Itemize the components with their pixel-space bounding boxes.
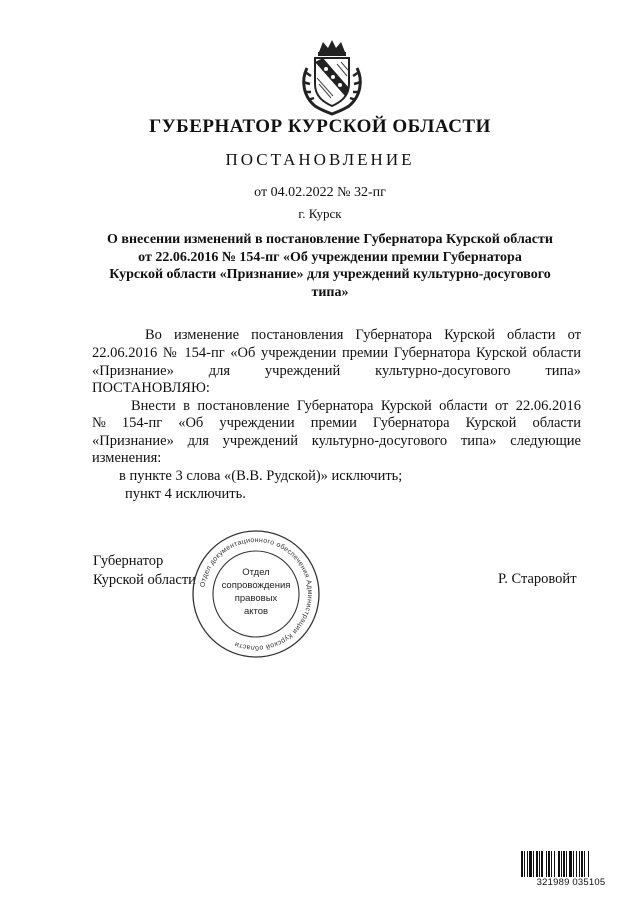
issuer-title: ГУБЕРНАТОР КУРСКОЙ ОБЛАСТИ <box>149 116 491 137</box>
resolve-word: ПОСТАНОВЛЯЮ: <box>92 380 210 396</box>
word: «Об <box>178 415 204 431</box>
paragraph-2-line-4: изменения: <box>92 450 162 466</box>
paragraph-2-line-1: Внести в постановление Губернатора Курской области от 22.06.2016 <box>131 398 581 414</box>
word: учреждений <box>264 363 341 379</box>
paragraph-1-line-1: Во изменение постановления Губернатора Курской области от <box>145 327 581 343</box>
stamp-center-line: Отдел <box>242 567 270 578</box>
word: типа» <box>545 363 581 379</box>
paragraph-2-line-3: «Признание» для учреждений культурно-досугового типа» следующие <box>92 433 581 449</box>
word: премии <box>310 415 357 431</box>
word: Курской <box>465 415 517 431</box>
document-type: ПОСТАНОВЛЕНИЕ <box>225 150 415 169</box>
subject-line: типа» <box>311 284 349 300</box>
signatory-position <box>93 552 196 590</box>
word: учреждении <box>219 415 295 431</box>
paragraph-2-line-2 <box>92 415 581 432</box>
subject-line: от 22.06.2016 № 154-пг «Об учреждении премии Губернатора <box>138 249 522 265</box>
stamp-center-line: актов <box>243 606 269 617</box>
coat-of-arms-icon <box>297 38 367 116</box>
change-item-2: пункт 4 исключить. <box>125 486 246 502</box>
paragraph-1-line-2: 22.06.2016 № 154-пг «Об учреждении премии Губернатора Курской области <box>92 345 581 361</box>
word: 154-пг <box>121 415 163 431</box>
barcode-number: 321989 035105 <box>536 877 606 888</box>
word: для <box>208 363 231 379</box>
word: области <box>532 415 581 431</box>
position-line: Курской области <box>93 572 196 588</box>
word: Губернатора <box>372 415 450 431</box>
stamp-center-line: сопровождения <box>221 580 291 591</box>
subject-line: Курской области «Признание» для учреждений культурно-досугового <box>109 267 551 282</box>
document-date-number: от 04.02.2022 № 32-пг <box>254 185 386 200</box>
barcode <box>521 851 621 877</box>
word: культурно-досугового <box>375 363 511 379</box>
paragraph-1-line-3 <box>92 363 581 380</box>
stamp-center-line: правовых <box>234 593 278 604</box>
word: № <box>92 415 106 431</box>
change-item-1: в пункте 3 слова «(В.В. Рудской)» исключить; <box>119 468 403 484</box>
subject-line: О внесении изменений в постановление Губернатора Курской области <box>107 232 553 247</box>
position-line: Губернатор <box>93 553 164 569</box>
word: «Признание» <box>92 363 174 379</box>
official-stamp <box>190 528 322 660</box>
stamp-ring-text: Отдел документационного обеспечения Администрации Курской области <box>199 536 314 652</box>
document-subject <box>80 231 580 301</box>
signatory-name: Р. Старовойт <box>498 571 577 587</box>
document-city: г. Курск <box>298 206 342 221</box>
